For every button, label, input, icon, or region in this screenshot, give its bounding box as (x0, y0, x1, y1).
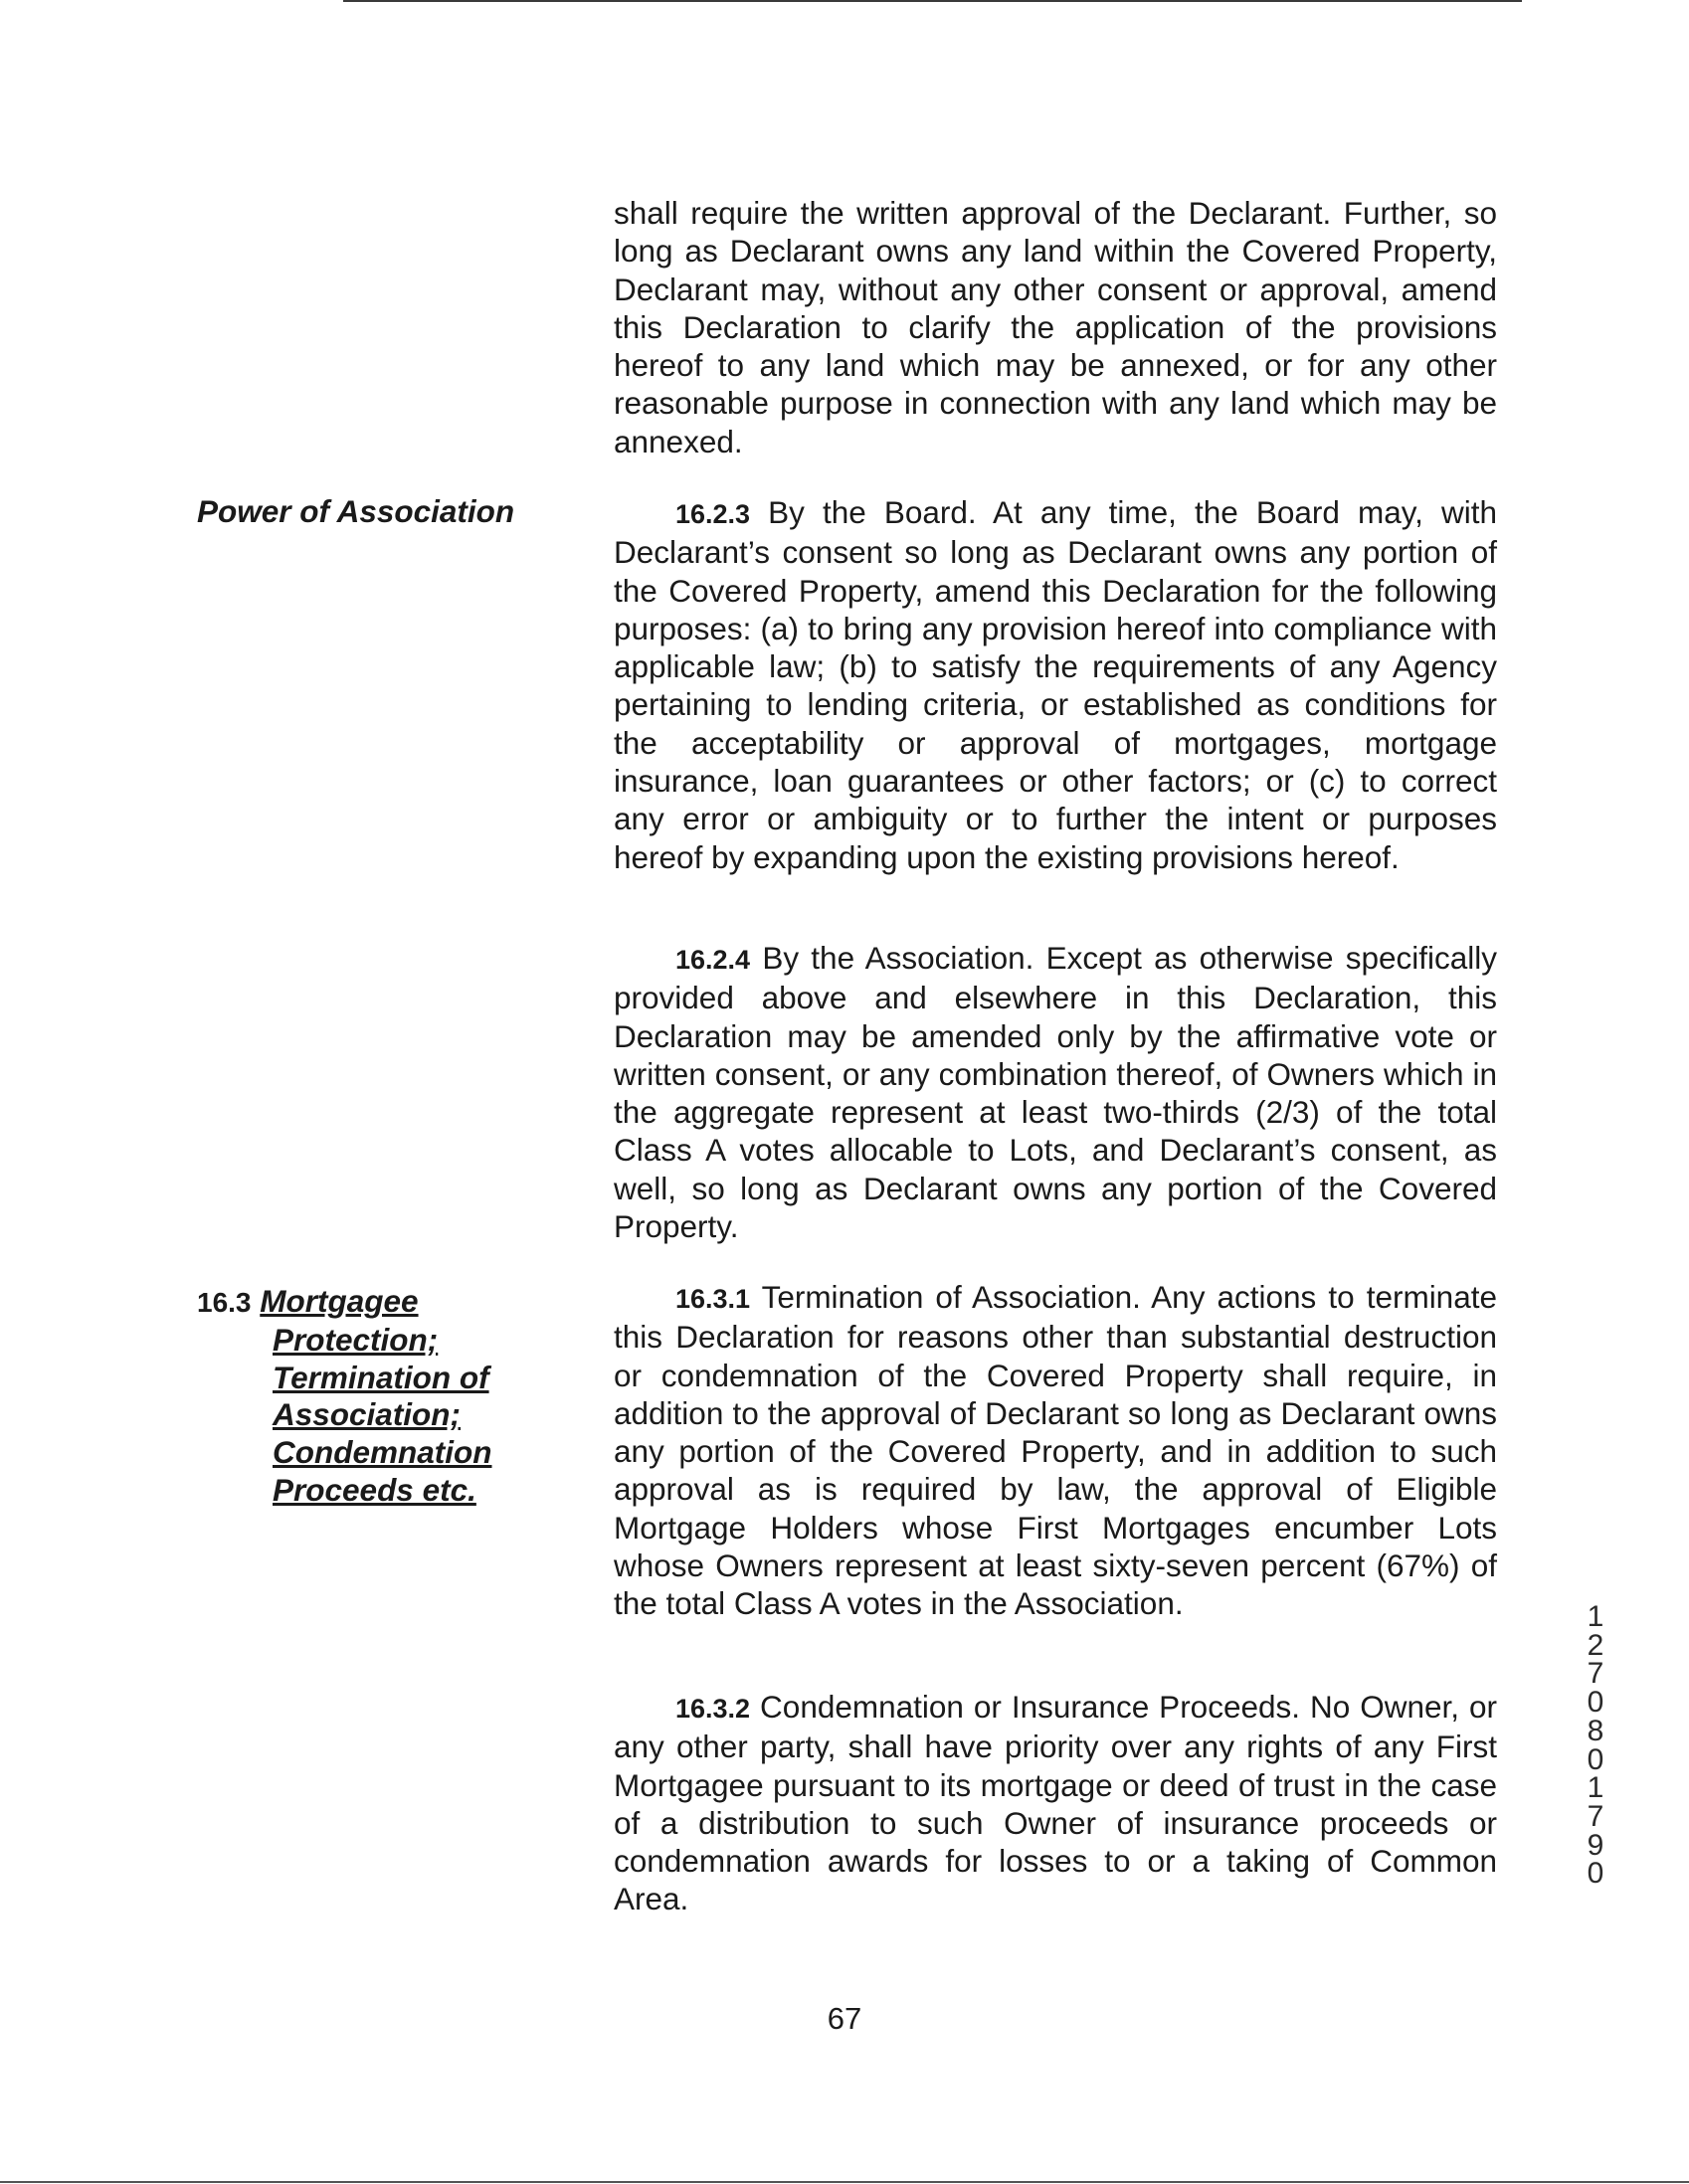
heading-line: Proceeds etc. (273, 1471, 476, 1508)
section-number: 16.3.2 (675, 1694, 751, 1724)
side-heading-section-16-3 (197, 1283, 492, 1510)
section-text: Condemnation or Insurance Proceeds. No Owner, or any other party, shall have priority over any rights of any First Mortgagee pursuant to its mortgage or deed of trust in the case of a distribution to such Owner of insurance proceeds or condemnation awards for losses to or a taking of Common Area. (614, 1689, 1497, 1917)
heading-line: Mortgagee (260, 1283, 419, 1319)
section-number: 16.2.4 (675, 945, 751, 975)
section-text: By the Association. Except as otherwise specifically provided above and elsewhere in this Declaration, this Declaration may be amended only by the affirmative vote or written consent, or any combination thereof, of Owners which in the aggregate represent at least two-thirds (2/3) of the total Class A votes allocable to Lots, and Declarant’s consent, as well, so long as Declarant owns any portion of the Covered Property. (614, 940, 1497, 1245)
scan-edge-bottom (0, 2181, 1689, 2183)
section-16-2-3 (614, 493, 1497, 876)
section-number: 16.3.1 (675, 1284, 751, 1314)
scan-edge-top (343, 0, 1522, 2)
heading-line: Protection; (273, 1321, 439, 1358)
heading-line: Condemnation (273, 1434, 492, 1471)
section-number: 16.3 (197, 1287, 252, 1318)
side-heading-power-of-association: Power of Association (197, 493, 515, 529)
section-16-2-4 (614, 939, 1497, 1245)
heading-line: Association; (273, 1396, 462, 1433)
recording-stamp: 12708 01790 (1587, 1600, 1604, 1891)
section-text: By the Board. At any time, the Board may, with Declarant’s consent so long as Declarant owns any portion of the Covered Property, amend this Declaration for the following purposes: (a) to bring any provision hereof into compliance with applicable law; (b) to satisfy the requirements of any Agency pertaining to lending criteria, or established as conditions for the acceptability or approval of mortgages, mortgage insurance, loan guarantees or other factors; or (c) to correct any error or ambiguity or to further the intent or purposes hereof by expanding upon the existing provisions hereof. (614, 494, 1497, 875)
section-number: 16.2.3 (675, 499, 751, 529)
heading-line: Termination of (273, 1359, 489, 1395)
continuation-text: shall require the written approval of the Declarant. Further, so long as Declarant owns any land within the Covered Property, Declarant may, without any other consent or approval, amend this Declaration to clarify the application of the provisions hereof to any land which may be annexed, or for any other reasonable purpose in connection with any land which may be annexed. (614, 195, 1497, 459)
continuation-paragraph (614, 194, 1497, 460)
page-number: 67 (827, 2001, 862, 2036)
section-16-3-1 (614, 1278, 1497, 1623)
section-text: Termination of Association. Any actions to terminate this Declaration for reasons other than substantial destruction or condemnation of the Covered Property shall require, in addition to the approval of Declarant so long as Declarant owns any portion of the Covered Property, and in addition to such approval as is required by law, the approval of Eligible Mortgage Holders whose First Mortgages encumber Lots whose Owners represent at least sixty-seven percent (67%) of the total Class A votes in the Association. (614, 1279, 1497, 1622)
section-16-3-2 (614, 1688, 1497, 1918)
